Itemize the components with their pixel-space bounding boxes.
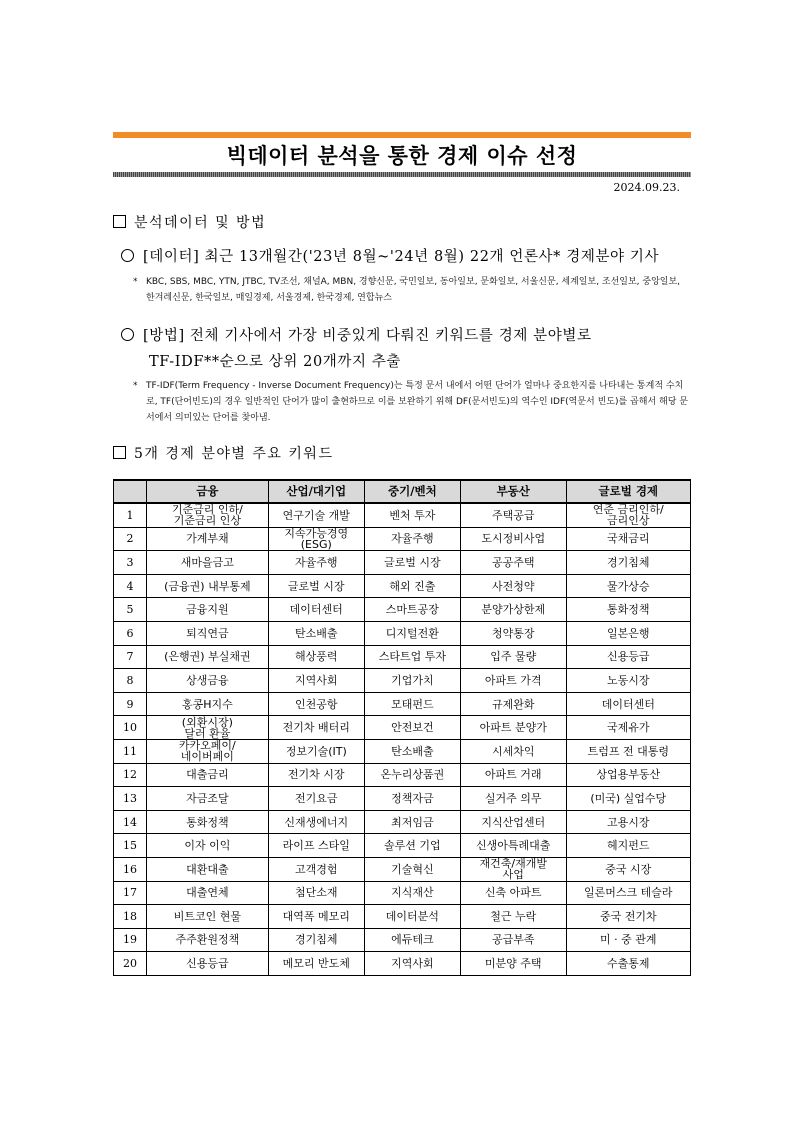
rank-cell: 20 (114, 952, 147, 976)
sme-venture-cell: 해외 진출 (364, 574, 460, 598)
rank-cell: 19 (114, 928, 147, 952)
industry-cell: 전기차 시장 (268, 763, 364, 787)
industry-cell: 라이프 스타일 (268, 834, 364, 858)
rank-cell: 17 (114, 881, 147, 905)
finance-cell: 퇴직연금 (147, 621, 269, 645)
circle-bullet-icon (121, 249, 134, 262)
finance-cell: 대환대출 (147, 857, 269, 881)
industry-cell: 메모리 반도체 (268, 952, 364, 976)
table-row (114, 905, 691, 929)
sme-venture-cell: 디지털전환 (364, 621, 460, 645)
real-estate-cell: 사전청약 (460, 574, 566, 598)
global-economy-cell: 미 · 중 관계 (566, 928, 690, 952)
global-economy-cell: 경기침체 (566, 551, 690, 575)
table-row (114, 574, 691, 598)
keyword-table (113, 479, 691, 976)
finance-cell: 신용등급 (147, 952, 269, 976)
rank-cell: 6 (114, 621, 147, 645)
real-estate-cell: 시세차익 (460, 739, 566, 763)
media-outlets-note-text: KBC, SBS, MBC, YTN, JTBC, TV조선, 채널A, MBN, 경향신문, 국민일보, 동아일보, 문화일보, 서울신문, 세계일보, 조선일보, 중앙일보, 한겨레신문, 한국일보, 매일경제, 서울경제, 한국경제, 연합뉴스 (146, 277, 681, 303)
real-estate-cell: 재건축/재개발 사업 (460, 857, 566, 881)
finance-cell: 대출연체 (147, 881, 269, 905)
sme-venture-cell: 모태펀드 (364, 692, 460, 716)
rank-cell: 7 (114, 645, 147, 669)
finance-cell: 이자 이익 (147, 834, 269, 858)
table-row (114, 739, 691, 763)
table-row (114, 621, 691, 645)
data-bullet (121, 245, 659, 266)
global-economy-cell: 일론머스크 테슬라 (566, 881, 690, 905)
media-outlets-note (133, 274, 689, 306)
sme-venture-cell: 스마트공장 (364, 598, 460, 622)
rank-cell: 4 (114, 574, 147, 598)
global-economy-cell: 통화정책 (566, 598, 690, 622)
sme-venture-cell: 기업가치 (364, 669, 460, 693)
real-estate-cell: 분양가상한제 (460, 598, 566, 622)
table-row (114, 551, 691, 575)
table-row (114, 763, 691, 787)
square-bullet-icon (113, 446, 126, 459)
rank-cell: 10 (114, 716, 147, 740)
global-economy-cell: 트럼프 전 대통령 (566, 739, 690, 763)
industry-cell: 인천공항 (268, 692, 364, 716)
footnote-marker: * (133, 277, 138, 287)
sme-venture-cell: 정책자금 (364, 787, 460, 811)
rank-cell: 15 (114, 834, 147, 858)
tfidf-note (133, 378, 689, 426)
global-economy-cell: 중국 시장 (566, 857, 690, 881)
industry-cell: 탄소배출 (268, 621, 364, 645)
global-economy-cell: 수출통제 (566, 952, 690, 976)
global-economy-cell: 상업용부동산 (566, 763, 690, 787)
header-global-economy: 글로벌 경제 (566, 480, 690, 503)
real-estate-cell: 미분양 주택 (460, 952, 566, 976)
sme-venture-cell: 온누리상품권 (364, 763, 460, 787)
real-estate-cell: 신생아특례대출 (460, 834, 566, 858)
section-heading-text: 5개 경제 분야별 주요 키워드 (134, 446, 334, 462)
real-estate-cell: 아파트 분양가 (460, 716, 566, 740)
industry-cell: 자율주행 (268, 551, 364, 575)
footnote-marker: * (133, 381, 138, 391)
finance-cell: 대출금리 (147, 763, 269, 787)
real-estate-cell: 청약통장 (460, 621, 566, 645)
global-economy-cell: (미국) 실업수당 (566, 787, 690, 811)
rank-cell: 1 (114, 503, 147, 527)
global-economy-cell: 국채금리 (566, 527, 690, 551)
real-estate-cell: 아파트 거래 (460, 763, 566, 787)
rank-cell: 14 (114, 810, 147, 834)
rank-cell: 9 (114, 692, 147, 716)
global-economy-cell: 고용시장 (566, 810, 690, 834)
real-estate-cell: 공급부족 (460, 928, 566, 952)
global-economy-cell: 연준 금리인하/ 금리인상 (566, 503, 690, 527)
rank-cell: 3 (114, 551, 147, 575)
method-bullet-continued: TF-IDF**순으로 상위 20개까지 추출 (149, 354, 402, 370)
header-sme-venture: 중기/벤처 (364, 480, 460, 503)
circle-bullet-icon (121, 328, 134, 341)
finance-cell: 홍콩H지수 (147, 692, 269, 716)
industry-cell: 글로벌 시장 (268, 574, 364, 598)
tfidf-note-text: TF-IDF(Term Frequency - Inverse Document Frequency)는 특정 문서 내에서 어떤 단어가 얼마나 중요한지를 나타내는 통계적 수치로, TF(단어빈도)의 경우 일반적인 단어가 많이 출현하므로 이를 보완하기 위해 DF(문서빈도)의 역수인 IDF(역문서 빈도)를 곱해서 해당 문서에서 의미있는 단어를 찾아냄. (146, 381, 688, 423)
table-row (114, 527, 691, 551)
finance-cell: 가계부채 (147, 527, 269, 551)
finance-cell: 카카오페이/ 네이버페이 (147, 739, 269, 763)
finance-cell: 자금조달 (147, 787, 269, 811)
table-row (114, 645, 691, 669)
real-estate-cell: 실거주 의무 (460, 787, 566, 811)
table-row (114, 834, 691, 858)
sme-venture-cell: 스타트업 투자 (364, 645, 460, 669)
global-economy-cell: 일본은행 (566, 621, 690, 645)
table-row (114, 716, 691, 740)
global-economy-cell: 국제유가 (566, 716, 690, 740)
industry-cell: 전기차 배터리 (268, 716, 364, 740)
table-row (114, 928, 691, 952)
real-estate-cell: 입주 물량 (460, 645, 566, 669)
header-rank (114, 480, 147, 503)
sme-venture-cell: 자율주행 (364, 527, 460, 551)
method-bullet-text: [방법] 전체 기사에서 가장 비중있게 다뤄진 키워드를 경제 분야별로 (143, 328, 592, 344)
square-bullet-icon (113, 215, 126, 228)
sme-venture-cell: 최저임금 (364, 810, 460, 834)
real-estate-cell: 철근 누락 (460, 905, 566, 929)
rank-cell: 18 (114, 905, 147, 929)
real-estate-cell: 공공주택 (460, 551, 566, 575)
real-estate-cell: 규제완화 (460, 692, 566, 716)
section-heading-data (113, 212, 266, 232)
table-row (114, 952, 691, 976)
sme-venture-cell: 기술혁신 (364, 857, 460, 881)
rank-cell: 8 (114, 669, 147, 693)
finance-cell: 주주환원정책 (147, 928, 269, 952)
table-row (114, 692, 691, 716)
rank-cell: 2 (114, 527, 147, 551)
global-economy-cell: 데이터센터 (566, 692, 690, 716)
global-economy-cell: 헤지펀드 (566, 834, 690, 858)
finance-cell: 금융지원 (147, 598, 269, 622)
header-finance: 금융 (147, 480, 269, 503)
industry-cell: 첨단소재 (268, 881, 364, 905)
finance-cell: (외환시장) 달러 환율 (147, 716, 269, 740)
table-row (114, 810, 691, 834)
industry-cell: 대역폭 메모리 (268, 905, 364, 929)
real-estate-cell: 주택공급 (460, 503, 566, 527)
global-economy-cell: 노동시장 (566, 669, 690, 693)
finance-cell: (금융권) 내부통제 (147, 574, 269, 598)
finance-cell: 비트코인 현물 (147, 905, 269, 929)
table-row (114, 669, 691, 693)
header-real-estate: 부동산 (460, 480, 566, 503)
table-row (114, 881, 691, 905)
sme-venture-cell: 에듀테크 (364, 928, 460, 952)
title-underline (113, 172, 691, 177)
rank-cell: 12 (114, 763, 147, 787)
sme-venture-cell: 글로벌 시장 (364, 551, 460, 575)
global-economy-cell: 중국 전기차 (566, 905, 690, 929)
industry-cell: 해상풍력 (268, 645, 364, 669)
industry-cell: 데이터센터 (268, 598, 364, 622)
real-estate-cell: 아파트 가격 (460, 669, 566, 693)
section-heading-keywords (113, 443, 333, 463)
industry-cell: 경기침체 (268, 928, 364, 952)
rank-cell: 11 (114, 739, 147, 763)
table-row (114, 857, 691, 881)
document-date: 2024.09.23. (613, 181, 680, 194)
industry-cell: 정보기술(IT) (268, 739, 364, 763)
section-heading-text: 분석데이터 및 방법 (134, 215, 267, 231)
data-bullet-text: [데이터] 최근 13개월간('23년 8월~'24년 8월) 22개 언론사* 경제분야 기사 (143, 249, 660, 265)
real-estate-cell: 도시정비사업 (460, 527, 566, 551)
industry-cell: 신재생에너지 (268, 810, 364, 834)
sme-venture-cell: 지역사회 (364, 952, 460, 976)
table-row (114, 503, 691, 527)
finance-cell: 기준금리 인하/ 기준금리 인상 (147, 503, 269, 527)
finance-cell: 통화정책 (147, 810, 269, 834)
table-row (114, 787, 691, 811)
sme-venture-cell: 안전보건 (364, 716, 460, 740)
global-economy-cell: 신용등급 (566, 645, 690, 669)
finance-cell: (은행권) 부실채권 (147, 645, 269, 669)
table-row (114, 598, 691, 622)
document-title: 빅데이터 분석을 통한 경제 이슈 선정 (226, 144, 578, 168)
finance-cell: 새마을금고 (147, 551, 269, 575)
rank-cell: 16 (114, 857, 147, 881)
rank-cell: 5 (114, 598, 147, 622)
real-estate-cell: 지식산업센터 (460, 810, 566, 834)
sme-venture-cell: 데이터분석 (364, 905, 460, 929)
rank-cell: 13 (114, 787, 147, 811)
industry-cell: 지속가능경영 (ESG) (268, 527, 364, 551)
global-economy-cell: 물가상승 (566, 574, 690, 598)
industry-cell: 고객경험 (268, 857, 364, 881)
header-industry: 산업/대기업 (268, 480, 364, 503)
sme-venture-cell: 탄소배출 (364, 739, 460, 763)
sme-venture-cell: 벤처 투자 (364, 503, 460, 527)
finance-cell: 상생금융 (147, 669, 269, 693)
method-bullet (121, 324, 592, 345)
industry-cell: 연구기술 개발 (268, 503, 364, 527)
title-accent-bar (113, 132, 691, 138)
real-estate-cell: 신축 아파트 (460, 881, 566, 905)
sme-venture-cell: 솔루션 기업 (364, 834, 460, 858)
table-header-row (114, 480, 691, 503)
industry-cell: 전기요금 (268, 787, 364, 811)
industry-cell: 지역사회 (268, 669, 364, 693)
sme-venture-cell: 지식재산 (364, 881, 460, 905)
